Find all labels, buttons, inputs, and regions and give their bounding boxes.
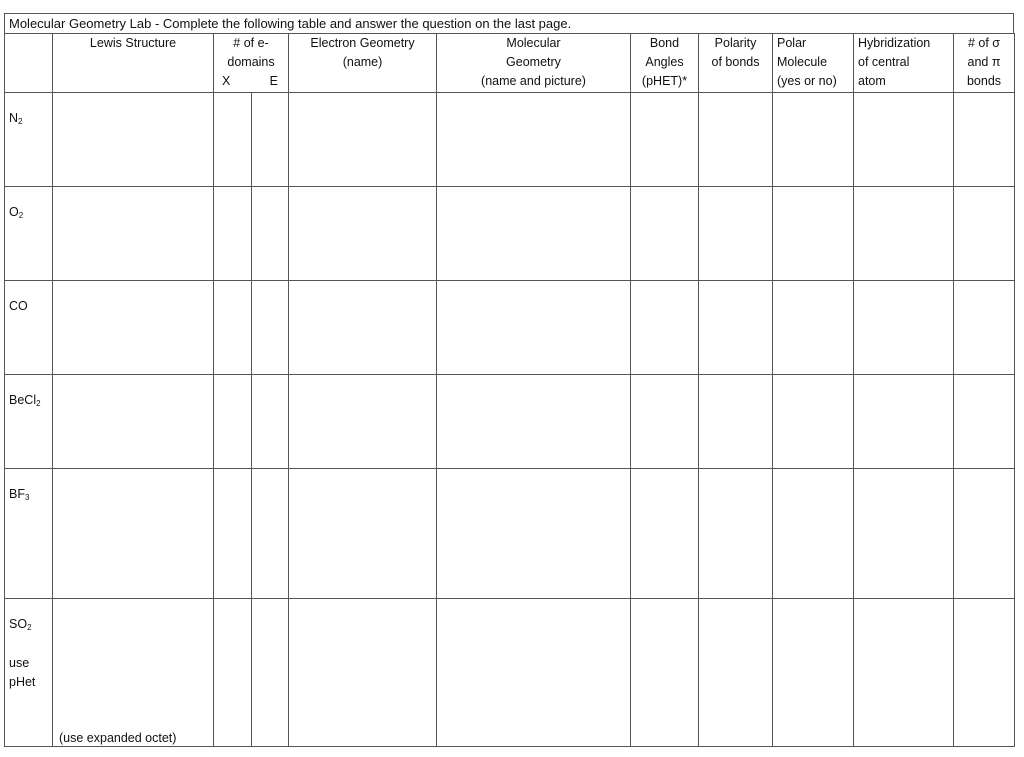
answer-cell[interactable] — [252, 599, 289, 747]
answer-cell[interactable] — [699, 599, 773, 747]
answer-cell[interactable] — [289, 187, 437, 281]
answer-cell[interactable] — [854, 187, 954, 281]
answer-cell[interactable] — [773, 375, 854, 469]
answer-cell[interactable] — [289, 469, 437, 599]
molecule-label: CO — [5, 281, 53, 375]
answer-cell[interactable] — [773, 599, 854, 747]
answer-cell[interactable] — [854, 599, 954, 747]
answer-cell[interactable] — [699, 469, 773, 599]
header-hybridization: Hybridization of central atom — [854, 34, 954, 93]
answer-cell[interactable] — [631, 281, 699, 375]
molecule-label: $BF_3$ — [5, 469, 53, 599]
header-polar-molecule: Polar Molecule (yes or no) — [773, 34, 854, 93]
header-e-domains: # of e- domains X E — [214, 34, 289, 93]
molecule-label: $O_2$ — [5, 187, 53, 281]
answer-cell[interactable] — [437, 599, 631, 747]
answer-cell[interactable] — [954, 469, 1015, 599]
answer-cell[interactable] — [631, 599, 699, 747]
answer-cell[interactable] — [53, 93, 214, 187]
answer-cell[interactable] — [252, 469, 289, 599]
molecule-label: $SO_2$ use pHet — [5, 599, 53, 747]
header-electron-geometry: Electron Geometry (name) — [289, 34, 437, 93]
answer-cell[interactable] — [252, 93, 289, 187]
table-row — [5, 469, 1015, 599]
answer-cell[interactable] — [631, 93, 699, 187]
answer-cell[interactable] — [214, 469, 252, 599]
answer-cell[interactable] — [53, 281, 214, 375]
answer-cell[interactable] — [289, 281, 437, 375]
so2-note: use — [9, 656, 30, 670]
answer-cell[interactable] — [773, 187, 854, 281]
header-sigma-pi-bonds: # of σ and π bonds — [954, 34, 1015, 93]
answer-cell[interactable] — [699, 375, 773, 469]
answer-cell[interactable] — [631, 469, 699, 599]
answer-cell[interactable] — [631, 187, 699, 281]
answer-cell[interactable] — [954, 599, 1015, 747]
answer-cell[interactable] — [252, 281, 289, 375]
so2-note: pHet — [9, 675, 36, 689]
header-polarity-of-bonds: Polarity of bonds — [699, 34, 773, 93]
answer-cell[interactable] — [252, 375, 289, 469]
answer-cell[interactable] — [214, 599, 252, 747]
answer-cell[interactable] — [437, 469, 631, 599]
header-bond-angles: Bond Angles (pHET)* — [631, 34, 699, 93]
molecule-label: BeCl$_2$ — [5, 375, 53, 469]
answer-cell[interactable] — [214, 281, 252, 375]
answer-cell[interactable] — [53, 469, 214, 599]
answer-cell[interactable] — [854, 93, 954, 187]
expanded-octet-note: (use expanded octet) — [59, 731, 177, 745]
answer-cell[interactable] — [773, 93, 854, 187]
answer-cell[interactable] — [773, 281, 854, 375]
answer-cell[interactable] — [214, 375, 252, 469]
answer-cell[interactable] — [214, 187, 252, 281]
answer-cell[interactable] — [954, 375, 1015, 469]
header-molecule — [5, 34, 53, 93]
answer-cell[interactable] — [289, 599, 437, 747]
worksheet-title: Molecular Geometry Lab - Complete the following table and answer the question on the last page. — [4, 13, 1014, 33]
header-row — [5, 34, 1015, 93]
header-lewis-structure: Lewis Structure — [53, 34, 214, 93]
table-row — [5, 187, 1015, 281]
answer-cell[interactable] — [699, 93, 773, 187]
answer-cell[interactable] — [437, 281, 631, 375]
answer-cell[interactable] — [954, 187, 1015, 281]
answer-cell[interactable] — [954, 93, 1015, 187]
answer-cell[interactable] — [289, 375, 437, 469]
answer-cell[interactable] — [631, 375, 699, 469]
molecule-label: $N_2$ — [5, 93, 53, 187]
molecular-geometry-table — [4, 33, 1015, 747]
answer-cell[interactable] — [252, 187, 289, 281]
answer-cell[interactable] — [854, 375, 954, 469]
answer-cell[interactable] — [854, 469, 954, 599]
answer-cell[interactable] — [53, 375, 214, 469]
answer-cell[interactable] — [854, 281, 954, 375]
table-row — [5, 281, 1015, 375]
answer-cell[interactable] — [289, 93, 437, 187]
table-row — [5, 375, 1015, 469]
lab-worksheet — [4, 13, 1014, 747]
answer-cell[interactable] — [437, 375, 631, 469]
header-molecular-geometry: Molecular Geometry (name and picture) — [437, 34, 631, 93]
answer-cell[interactable] — [699, 281, 773, 375]
table-row — [5, 93, 1015, 187]
answer-cell[interactable] — [437, 93, 631, 187]
answer-cell[interactable] — [954, 281, 1015, 375]
answer-cell[interactable] — [773, 469, 854, 599]
answer-cell[interactable] — [214, 93, 252, 187]
answer-cell[interactable] — [437, 187, 631, 281]
table-row — [5, 599, 1015, 747]
answer-cell[interactable] — [699, 187, 773, 281]
answer-cell[interactable] — [53, 187, 214, 281]
answer-cell[interactable] — [53, 599, 214, 747]
